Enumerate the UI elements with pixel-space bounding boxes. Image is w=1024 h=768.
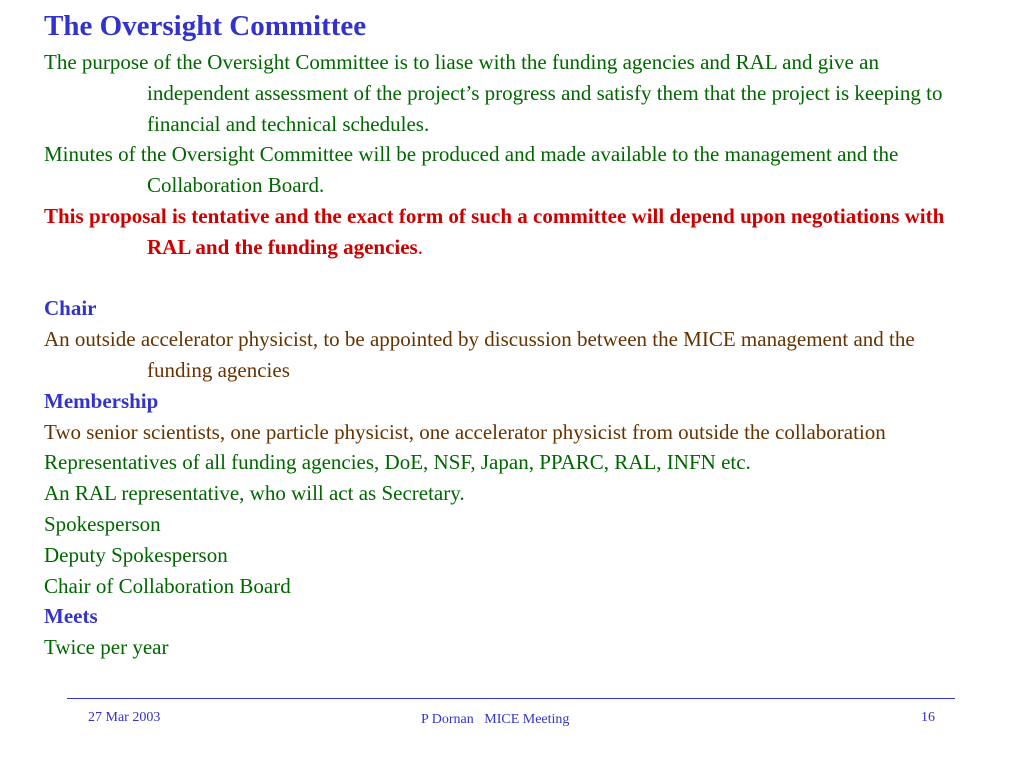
membership-item: Two senior scientists, one particle physicist, one accelerator physicist from outside the collaboration [44,419,886,444]
membership-item: Deputy Spokesperson [44,542,228,567]
slide-body [44,47,984,663]
chair-heading: Chair [44,296,97,321]
tentative-warning [44,201,984,263]
membership-item: Representatives of all funding agencies, DoE, NSF, Japan, PPARC, RAL, INFN etc. [44,450,751,475]
purpose-paragraph: The purpose of the Oversight Committee is to liase with the funding agencies and RAL and give an independent assessment of the project’s progress and satisfy them that the project is keeping to financial and technical schedules. [44,50,943,136]
tentative-warning-suffix: . [417,234,423,259]
page-number: 16 [921,710,935,725]
footer-divider [67,698,955,699]
membership-heading: Membership [44,388,159,413]
membership-item: An RAL representative, who will act as Secretary. [44,481,465,506]
minutes-paragraph: Minutes of the Oversight Committee will be produced and made available to the management and the Collaboration Board. [44,142,899,198]
meets-text: Twice per year [44,635,169,660]
spacer [44,263,984,294]
footer-presenter: P Dornan MICE Meeting [421,712,570,727]
slide-title: The Oversight Committee [44,10,367,42]
membership-item: Chair of Collaboration Board [44,573,291,598]
membership-item: Spokesperson [44,511,161,536]
chair-text: An outside accelerator physicist, to be appointed by discussion between the MICE management and the funding agencies [44,327,915,382]
tentative-warning-text: This proposal is tentative and the exact form of such a committee will depend upon negotiations with RAL and the funding agencies [44,203,945,259]
meets-heading: Meets [44,604,98,629]
footer-date: 27 Mar 2003 [88,710,161,725]
